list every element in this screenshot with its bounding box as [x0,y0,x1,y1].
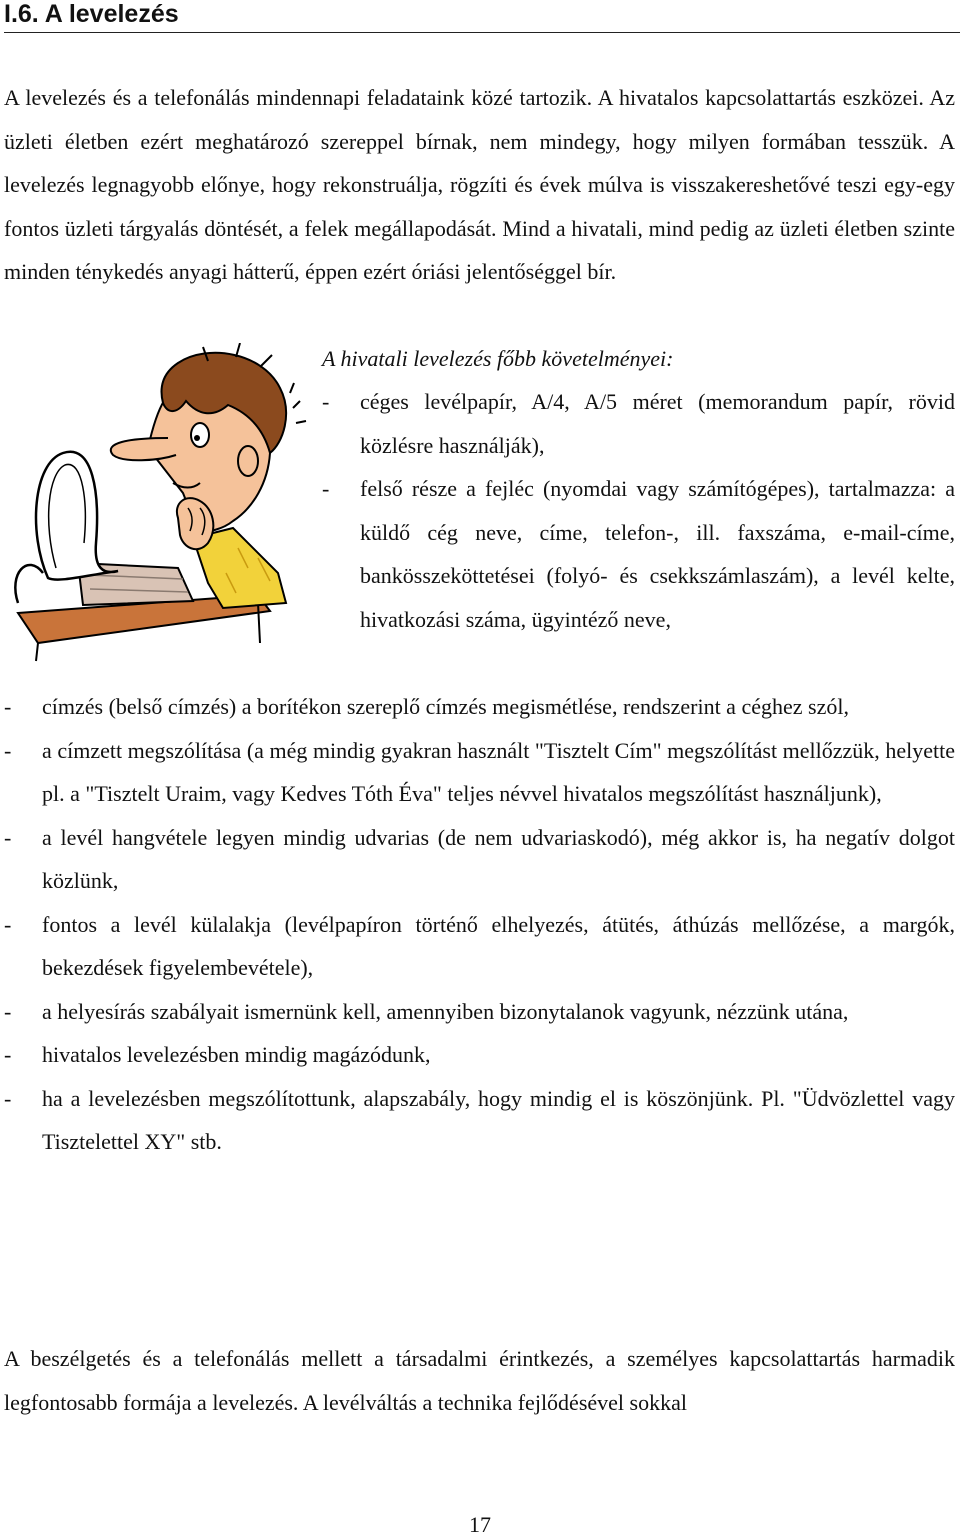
list-item-text: hivatalos levelezésben mindig magázódunk, [42,1042,431,1067]
list-item [4,685,955,729]
list-dash: - [322,476,330,501]
page-number: 17 [469,1512,491,1537]
requirements-list-side [322,380,955,641]
list-item-text: felső része a fejléc (nyomdai vagy számítógépes), tartalmazza: a küldő cég neve, címe, telefon-, ill. faxszáma, e-mail-címe, bankösszeköttetései (folyó- és csekkszámlaszám), a levél kelte, hivatkozási száma, ügyintéző neve, [360,476,955,632]
list-dash: - [4,1042,12,1067]
list-dash: - [4,911,12,937]
list-item [322,467,955,641]
typist-illustration [8,343,308,663]
list-dash: - [322,389,330,414]
list-item-text: a levél hangvétele legyen mindig udvarias (de nem udvariaskodó), még akkor is, ha negatív dolgot közlünk, [42,824,955,893]
list-dash: - [4,1085,12,1111]
intro-paragraph: A levelezés és a telefonálás mindennapi feladataink közé tartozik. A hivatalos kapcsolattartás eszközei. Az üzleti életben ezért meghatározó szereppel bírnak, nem mindegy, hogy milyen formában tesszük. A levelezés legnagyobb előnye, hogy rekonstruálja, rögzíti és évek múlva is visszakereshetővé teszi egy-egy fontos üzleti tárgyalás döntését, a felek megállapodását. Mind a hivatali, mind pedig az üzleti életben szinte minden ténykedés anyagi hátterű, éppen ezért óriási jelentőséggel bír. [4,85,955,284]
closing-paragraph: A beszélgetés és a telefonálás mellett a társadalmi érintkezés, a személyes kapcsolattartás harmadik legfontosabb formája a levelezés. A levélváltás a technika fejlődésével sokkal [4,1346,955,1415]
list-dash: - [4,998,12,1024]
list-dash: - [4,824,12,850]
list-item [4,816,955,903]
section-heading: I.6. A levelezés [4,0,960,33]
requirements-list-full [4,685,955,1164]
nose-shape [111,438,176,460]
list-item [4,903,955,990]
list-item [4,1033,955,1077]
list-item-text: címzés (belső címzés) a borítékon szereplő címzés megismétlése, rendszerint a céghez szól, [42,694,849,719]
list-item [322,380,955,467]
list-item-text: ha a levelezésben megszólítottunk, alapszabály, hogy mindig el is köszönjünk. Pl. "Üdvözlettel vagy Tisztelettel XY" stb. [42,1085,955,1154]
list-item-text: a címzett megszólítása (a még mindig gyakran használt "Tisztelt Cím" megszólítást mellőzzük, helyette pl. a "Tisztelt Uraim, vagy Kedves Tóth Éva" teljes névvel hivatalos megszólítást használjunk), [42,737,955,806]
list-item-text: fontos a levél külalakja (levélpapíron történő elhelyezés, átütés, áthúzás mellőzése, a margók, bekezdések figyelembevétele), [42,911,955,980]
requirements-title: A hivatali levelezés főbb követelményei: [322,346,674,371]
list-item-text: céges levélpapír, A/4, A/5 méret (memorandum papír, rövid közlésre használják), [360,389,955,458]
list-dash: - [4,694,12,719]
list-dash: - [4,737,12,763]
list-item-text: a helyesírás szabályait ismernünk kell, amennyiben bizonytalanok vagyunk, nézzünk utána, [42,998,849,1024]
list-item [4,990,955,1034]
list-item [4,1077,955,1164]
list-item [4,729,955,816]
